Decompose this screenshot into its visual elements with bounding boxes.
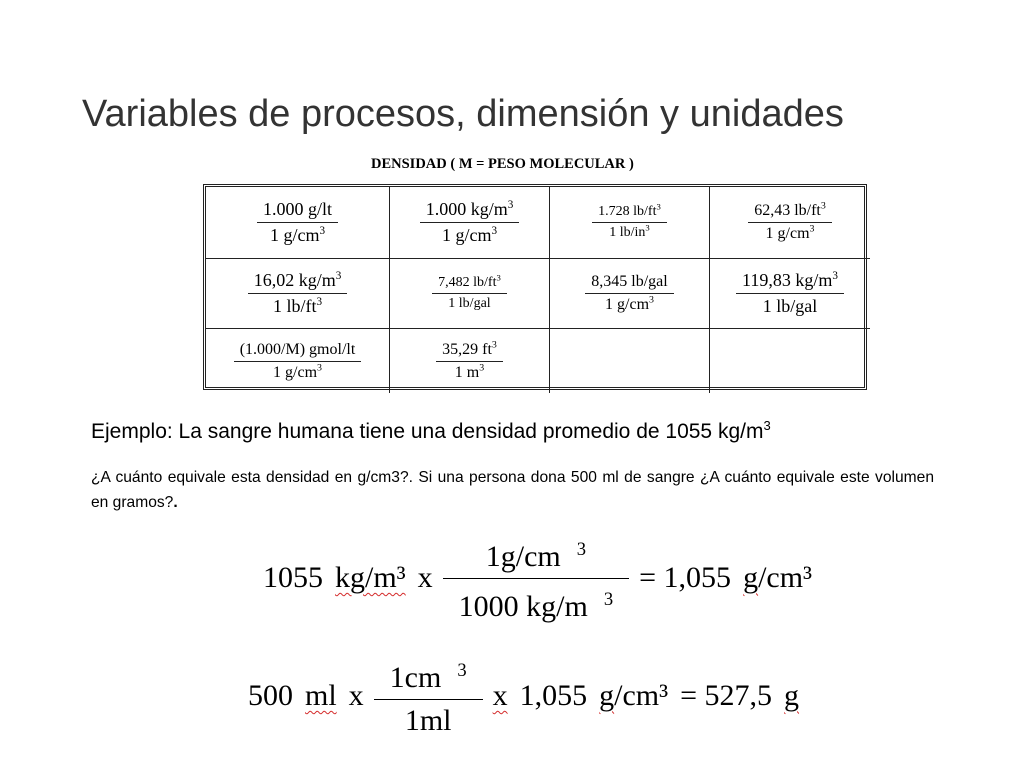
table-caption: DENSIDAD ( M = PESO MOLECULAR ) xyxy=(371,156,634,172)
equation-result: = 527,5 xyxy=(680,679,773,712)
conversion-factor-fraction xyxy=(443,533,629,624)
fraction-denominator: 1 lb/gal xyxy=(762,296,818,316)
density-conversion-table xyxy=(203,184,867,390)
table-cell xyxy=(710,259,870,329)
density-unit-g: g xyxy=(599,679,615,712)
table-cell xyxy=(206,259,390,329)
fraction-denominator: 1 lb/gal xyxy=(448,296,491,311)
fraction-numerator: 35,29 ft xyxy=(442,340,492,358)
conversion-fraction xyxy=(420,199,520,246)
fraction-denominator: 1 lb/in xyxy=(609,225,646,240)
fraction-exponent: 3 xyxy=(479,362,485,374)
fraction-numerator: 16,02 kg/m xyxy=(253,270,336,290)
fraction-denominator: 1 g/cm xyxy=(273,363,318,381)
fraction-exponent: 3 xyxy=(317,362,322,374)
factor-denominator: 1ml xyxy=(404,704,452,737)
fraction-numerator: 119,83 kg/m xyxy=(742,270,833,290)
example-exponent: 3 xyxy=(763,418,771,433)
fraction-exponent: 3 xyxy=(335,270,342,282)
fraction-numerator: 1.728 lb/ft xyxy=(598,204,657,219)
factor-denominator-exponent: 3 xyxy=(603,588,614,610)
fraction-exponent: 3 xyxy=(496,272,501,283)
conversion-fraction xyxy=(234,341,362,382)
equation-lhs-value: 1055 xyxy=(263,561,323,594)
mass-calculation-equation xyxy=(248,656,799,736)
fraction-bar xyxy=(374,699,483,700)
table-cell xyxy=(550,187,710,259)
fraction-numerator: 1.000 kg/m xyxy=(425,199,508,219)
equation-times-sign: x xyxy=(492,679,508,712)
slide-title: Variables de procesos, dimensión y unidades xyxy=(82,93,844,135)
fraction-numerator: 7,482 lb/ft xyxy=(438,275,497,290)
fraction-exponent: 3 xyxy=(656,201,661,212)
fraction-denominator: 1 m xyxy=(454,363,480,381)
conversion-fraction xyxy=(592,201,667,241)
density-unit-rest: /cm³ xyxy=(614,679,669,712)
fraction-numerator: 1.000 g/lt xyxy=(262,199,332,219)
example-text: Ejemplo: La sangre humana tiene una densidad promedio de 1055 kg/m xyxy=(91,420,764,443)
result-unit: g xyxy=(784,679,800,712)
conversion-factor-fraction xyxy=(374,654,483,738)
table-cell xyxy=(550,259,710,329)
equation-result: = 1,055 xyxy=(639,561,732,594)
fraction-numerator: (1.000/M) gmol/lt xyxy=(239,340,356,358)
equation-lhs-unit: ml xyxy=(305,679,337,712)
conversion-fraction xyxy=(432,272,507,312)
fraction-denominator: 1 lb/ft xyxy=(272,296,317,316)
table-cell xyxy=(710,187,870,259)
fraction-denominator: 1 g/cm xyxy=(605,296,650,313)
factor-numerator-exponent: 3 xyxy=(576,538,587,560)
fraction-bar xyxy=(443,578,629,579)
conversion-fraction xyxy=(436,341,503,382)
equation-times-sign: x xyxy=(348,679,364,712)
factor-numerator: 1g/cm xyxy=(485,539,561,573)
example-statement xyxy=(91,418,771,446)
factor-numerator: 1cm xyxy=(389,661,442,694)
table-cell xyxy=(390,329,550,393)
conversion-fraction xyxy=(736,270,844,317)
fraction-exponent: 3 xyxy=(832,270,838,282)
fraction-exponent: 3 xyxy=(645,222,650,233)
result-unit-rest: /cm³ xyxy=(758,561,813,594)
fraction-exponent: 3 xyxy=(820,200,826,212)
fraction-exponent: 3 xyxy=(319,225,326,237)
table-cell xyxy=(390,187,550,259)
fraction-denominator: 1 g/cm xyxy=(765,225,810,242)
fraction-numerator: 62,43 lb/ft xyxy=(754,202,821,219)
question-text: ¿A cuánto equivale esta densidad en g/cm3?. Si una persona dona 500 ml de sangre ¿A cuánto equivale este volumen en gramos? xyxy=(91,469,934,511)
conversion-fraction xyxy=(248,270,348,317)
factor-numerator-exponent: 3 xyxy=(457,660,467,681)
question-end-mark: . xyxy=(173,494,178,511)
conversion-fraction xyxy=(748,202,832,243)
empty-table-cell xyxy=(710,329,870,393)
equation-lhs-unit: kg/m³ xyxy=(335,561,406,594)
density-value: 1,055 xyxy=(519,679,588,712)
fraction-denominator: 1 g/cm xyxy=(441,225,492,245)
question-paragraph xyxy=(91,465,934,515)
fraction-exponent: 3 xyxy=(491,225,498,237)
table-cell xyxy=(390,259,550,329)
fraction-numerator: 8,345 lb/gal xyxy=(591,273,668,290)
fraction-exponent: 3 xyxy=(491,339,497,351)
equation-lhs-value: 500 xyxy=(248,679,293,712)
fraction-exponent: 3 xyxy=(316,296,323,308)
fraction-denominator: 1 g/cm xyxy=(269,225,320,245)
fraction-exponent: 3 xyxy=(649,294,654,306)
conversion-fraction xyxy=(585,273,673,314)
conversion-fraction xyxy=(257,199,338,246)
equation-times-sign: x xyxy=(417,561,433,594)
fraction-exponent: 3 xyxy=(507,199,514,211)
factor-denominator: 1000 kg/m xyxy=(458,589,588,623)
empty-table-cell xyxy=(550,329,710,393)
result-unit-g: g xyxy=(743,561,759,594)
table-cell xyxy=(206,329,390,393)
density-conversion-equation xyxy=(263,536,813,623)
table-cell xyxy=(206,187,390,259)
fraction-exponent: 3 xyxy=(809,223,815,235)
